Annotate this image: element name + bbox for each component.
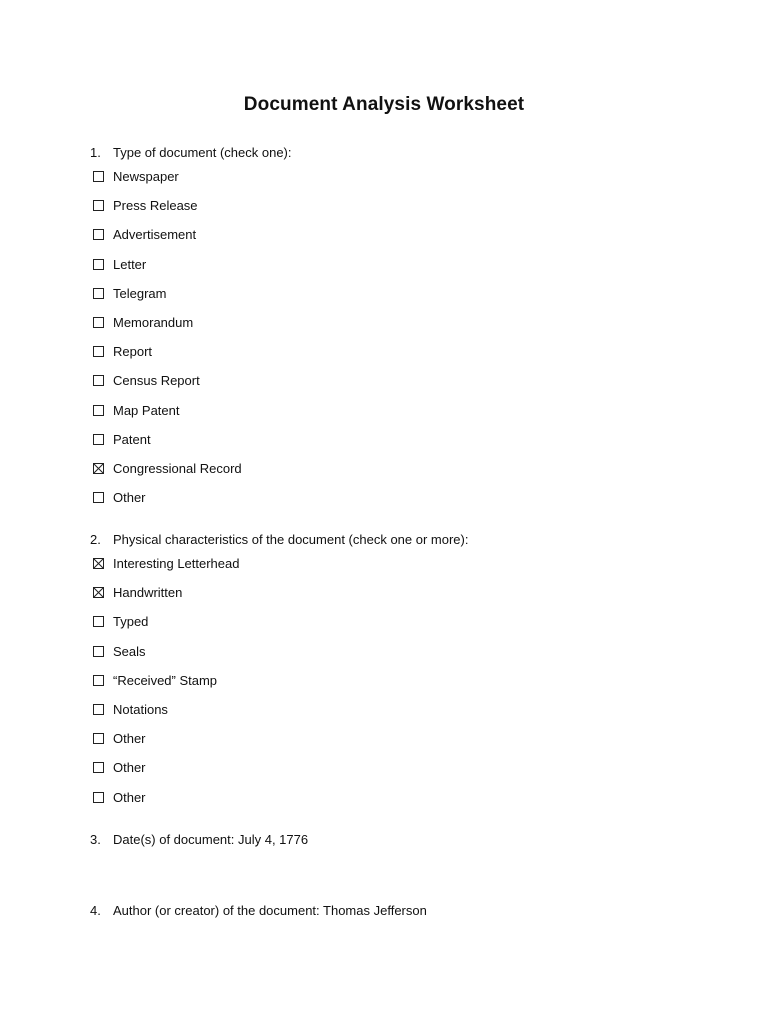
checkbox-icon[interactable] xyxy=(93,229,104,240)
option-label: Letter xyxy=(113,256,147,272)
option-label: Interesting Letterhead xyxy=(113,556,240,571)
checkbox-icon[interactable] xyxy=(93,200,104,211)
checkbox-icon[interactable] xyxy=(93,171,104,182)
checkbox-icon[interactable] xyxy=(93,733,104,744)
checkbox-icon[interactable] xyxy=(93,492,104,503)
page-title: Document Analysis Worksheet xyxy=(243,94,525,115)
option-label: Advertisement xyxy=(113,227,197,243)
question-number: 4. xyxy=(90,903,101,918)
checked-box-icon[interactable] xyxy=(93,558,104,569)
question-text: Author (or creator) of the document: Thomas Jefferson xyxy=(113,903,427,918)
checkbox-icon[interactable] xyxy=(93,675,104,686)
checkbox-icon[interactable] xyxy=(93,762,104,773)
option-label: Notations xyxy=(113,702,168,717)
option-label: Press Release xyxy=(113,198,198,214)
question-2 xyxy=(90,531,468,549)
question-number: 2. xyxy=(90,532,101,547)
checkbox-icon[interactable] xyxy=(93,346,104,357)
checkbox-icon[interactable] xyxy=(93,259,104,270)
question-number: 1. xyxy=(90,145,101,160)
question-3 xyxy=(90,831,308,849)
option-label: Telegram xyxy=(113,285,167,301)
option-label: Other xyxy=(113,760,146,776)
option-label: Report xyxy=(113,344,153,360)
option-label: “Received” Stamp xyxy=(113,672,218,688)
checkbox-icon[interactable] xyxy=(93,646,104,657)
checkbox-icon[interactable] xyxy=(93,616,104,627)
option-label: Map Patent xyxy=(113,402,180,418)
option-label: Typed xyxy=(113,614,149,630)
checkbox-icon[interactable] xyxy=(93,405,104,416)
question-4 xyxy=(90,902,427,920)
checkbox-icon[interactable] xyxy=(93,317,104,328)
checkbox-icon[interactable] xyxy=(93,704,104,715)
checked-box-icon[interactable] xyxy=(93,587,104,598)
option-label: Memorandum xyxy=(113,315,194,330)
option-label: Newspaper xyxy=(113,169,179,184)
question-text: Physical characteristics of the document (check one or more): xyxy=(113,532,469,547)
question-text: Type of document (check one): xyxy=(113,145,292,160)
option-label: Census Report xyxy=(113,373,200,389)
checked-box-icon[interactable] xyxy=(93,463,104,474)
option-label: Congressional Record xyxy=(113,461,242,476)
option-label: Other xyxy=(113,731,146,747)
checkbox-icon[interactable] xyxy=(93,792,104,803)
question-1 xyxy=(90,144,291,162)
checkbox-icon[interactable] xyxy=(93,375,104,386)
option-label: Other xyxy=(113,490,146,506)
option-label: Seals xyxy=(113,643,146,659)
question-number: 3. xyxy=(90,832,101,847)
question-text: Date(s) of document: July 4, 1776 xyxy=(113,832,309,847)
checkbox-icon[interactable] xyxy=(93,434,104,445)
option-label: Handwritten xyxy=(113,585,183,601)
checkbox-icon[interactable] xyxy=(93,288,104,299)
option-label: Other xyxy=(113,789,146,805)
option-label: Patent xyxy=(113,431,151,447)
